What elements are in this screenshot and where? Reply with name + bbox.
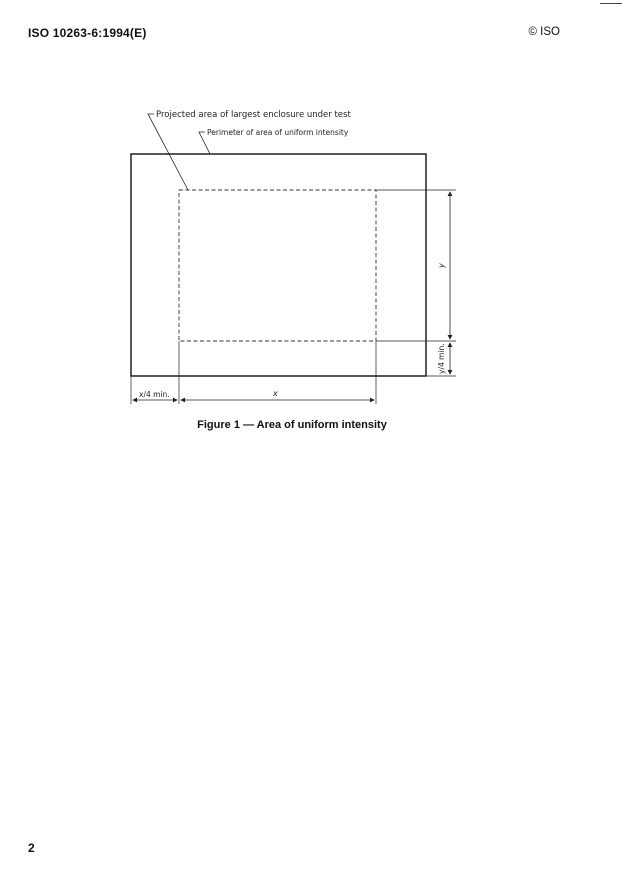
- uniform-intensity-rect: [179, 190, 376, 341]
- projected-area-leader: [148, 114, 188, 190]
- y-dimension-label: y: [437, 263, 446, 268]
- figure-caption: Figure 1 — Area of uniform intensity: [197, 419, 387, 431]
- x4-dimension-label: x/4 min.: [139, 390, 170, 399]
- y4-dimension-label: y/4 min.: [437, 343, 446, 374]
- copyright-notice: © ISO: [528, 26, 560, 38]
- page-number: 2: [28, 841, 35, 855]
- x-dimension-label: x: [273, 389, 278, 398]
- projected-area-label: Projected area of largest enclosure under test: [156, 110, 351, 120]
- standard-identifier: ISO 10263-6:1994(E): [28, 26, 147, 40]
- perimeter-label: Perimeter of area of uniform intensity: [207, 128, 349, 137]
- projected-area-rect: [131, 154, 426, 376]
